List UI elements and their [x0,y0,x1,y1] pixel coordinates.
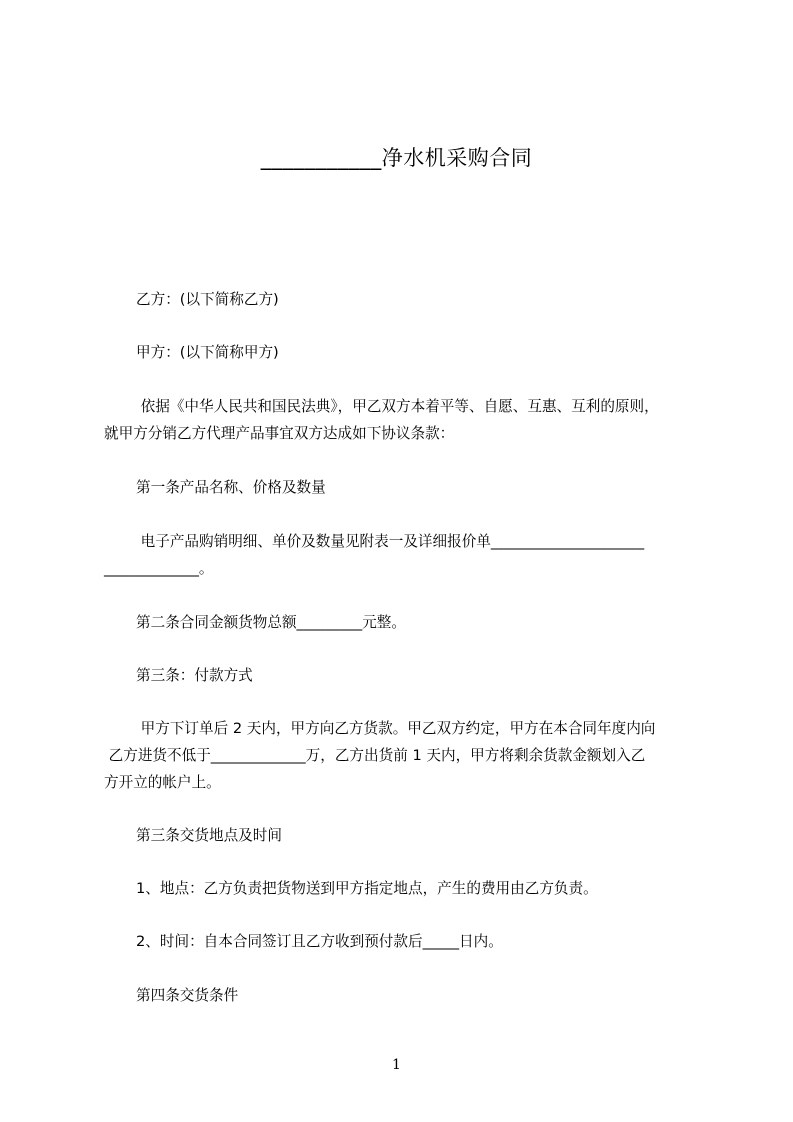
article-2-line: 第二条合同金额货物总额_________元整。 [136,614,406,631]
party-b-line: 乙方：(以下简称乙方) [136,291,279,308]
party-a-line: 甲方：(以下简称甲方) [136,344,279,361]
page-number: 1 [392,1057,401,1073]
article-3-line-2: 乙方进货不低于_____________万，乙方出货前 1 天内，甲方将剩余货款金额划入乙 [104,747,646,764]
article-1-heading: 第一条产品名称、价格及数量 [136,479,326,496]
article-3b-heading: 第三条交货地点及时间 [136,827,282,844]
intro-paragraph-line-1: 依据《中华人民共和国民法典》，甲乙双方本着平等、自愿、互惠、互利的原则， [136,398,659,415]
article-1-line-1: 电子产品购销明细、单价及数量见附表一及详细报价单_____________________ [136,533,645,550]
article-3-line-1: 甲方下订单后 2 天内，甲方向乙方货款。甲乙双方约定，甲方在本合同年度内向 [136,720,656,737]
delivery-place-line: 1、地点：乙方负责把货物送到甲方指定地点，产生的费用由乙方负责。 [136,880,598,897]
article-3-line-3: 方开立的帐户上。 [104,774,221,791]
article-4-heading: 第四条交货条件 [136,987,239,1004]
intro-paragraph-line-2: 就甲方分销乙方代理产品事宜双方达成如下协议条款： [104,425,455,442]
article-1-line-2: _____________。 [104,560,214,577]
delivery-time-line: 2、时间：自本合同签订且乙方收到预付款后_____日内。 [136,933,503,950]
contract-title: ___________净水机采购合同 [260,146,533,170]
article-3-heading: 第三条：付款方式 [136,667,253,684]
